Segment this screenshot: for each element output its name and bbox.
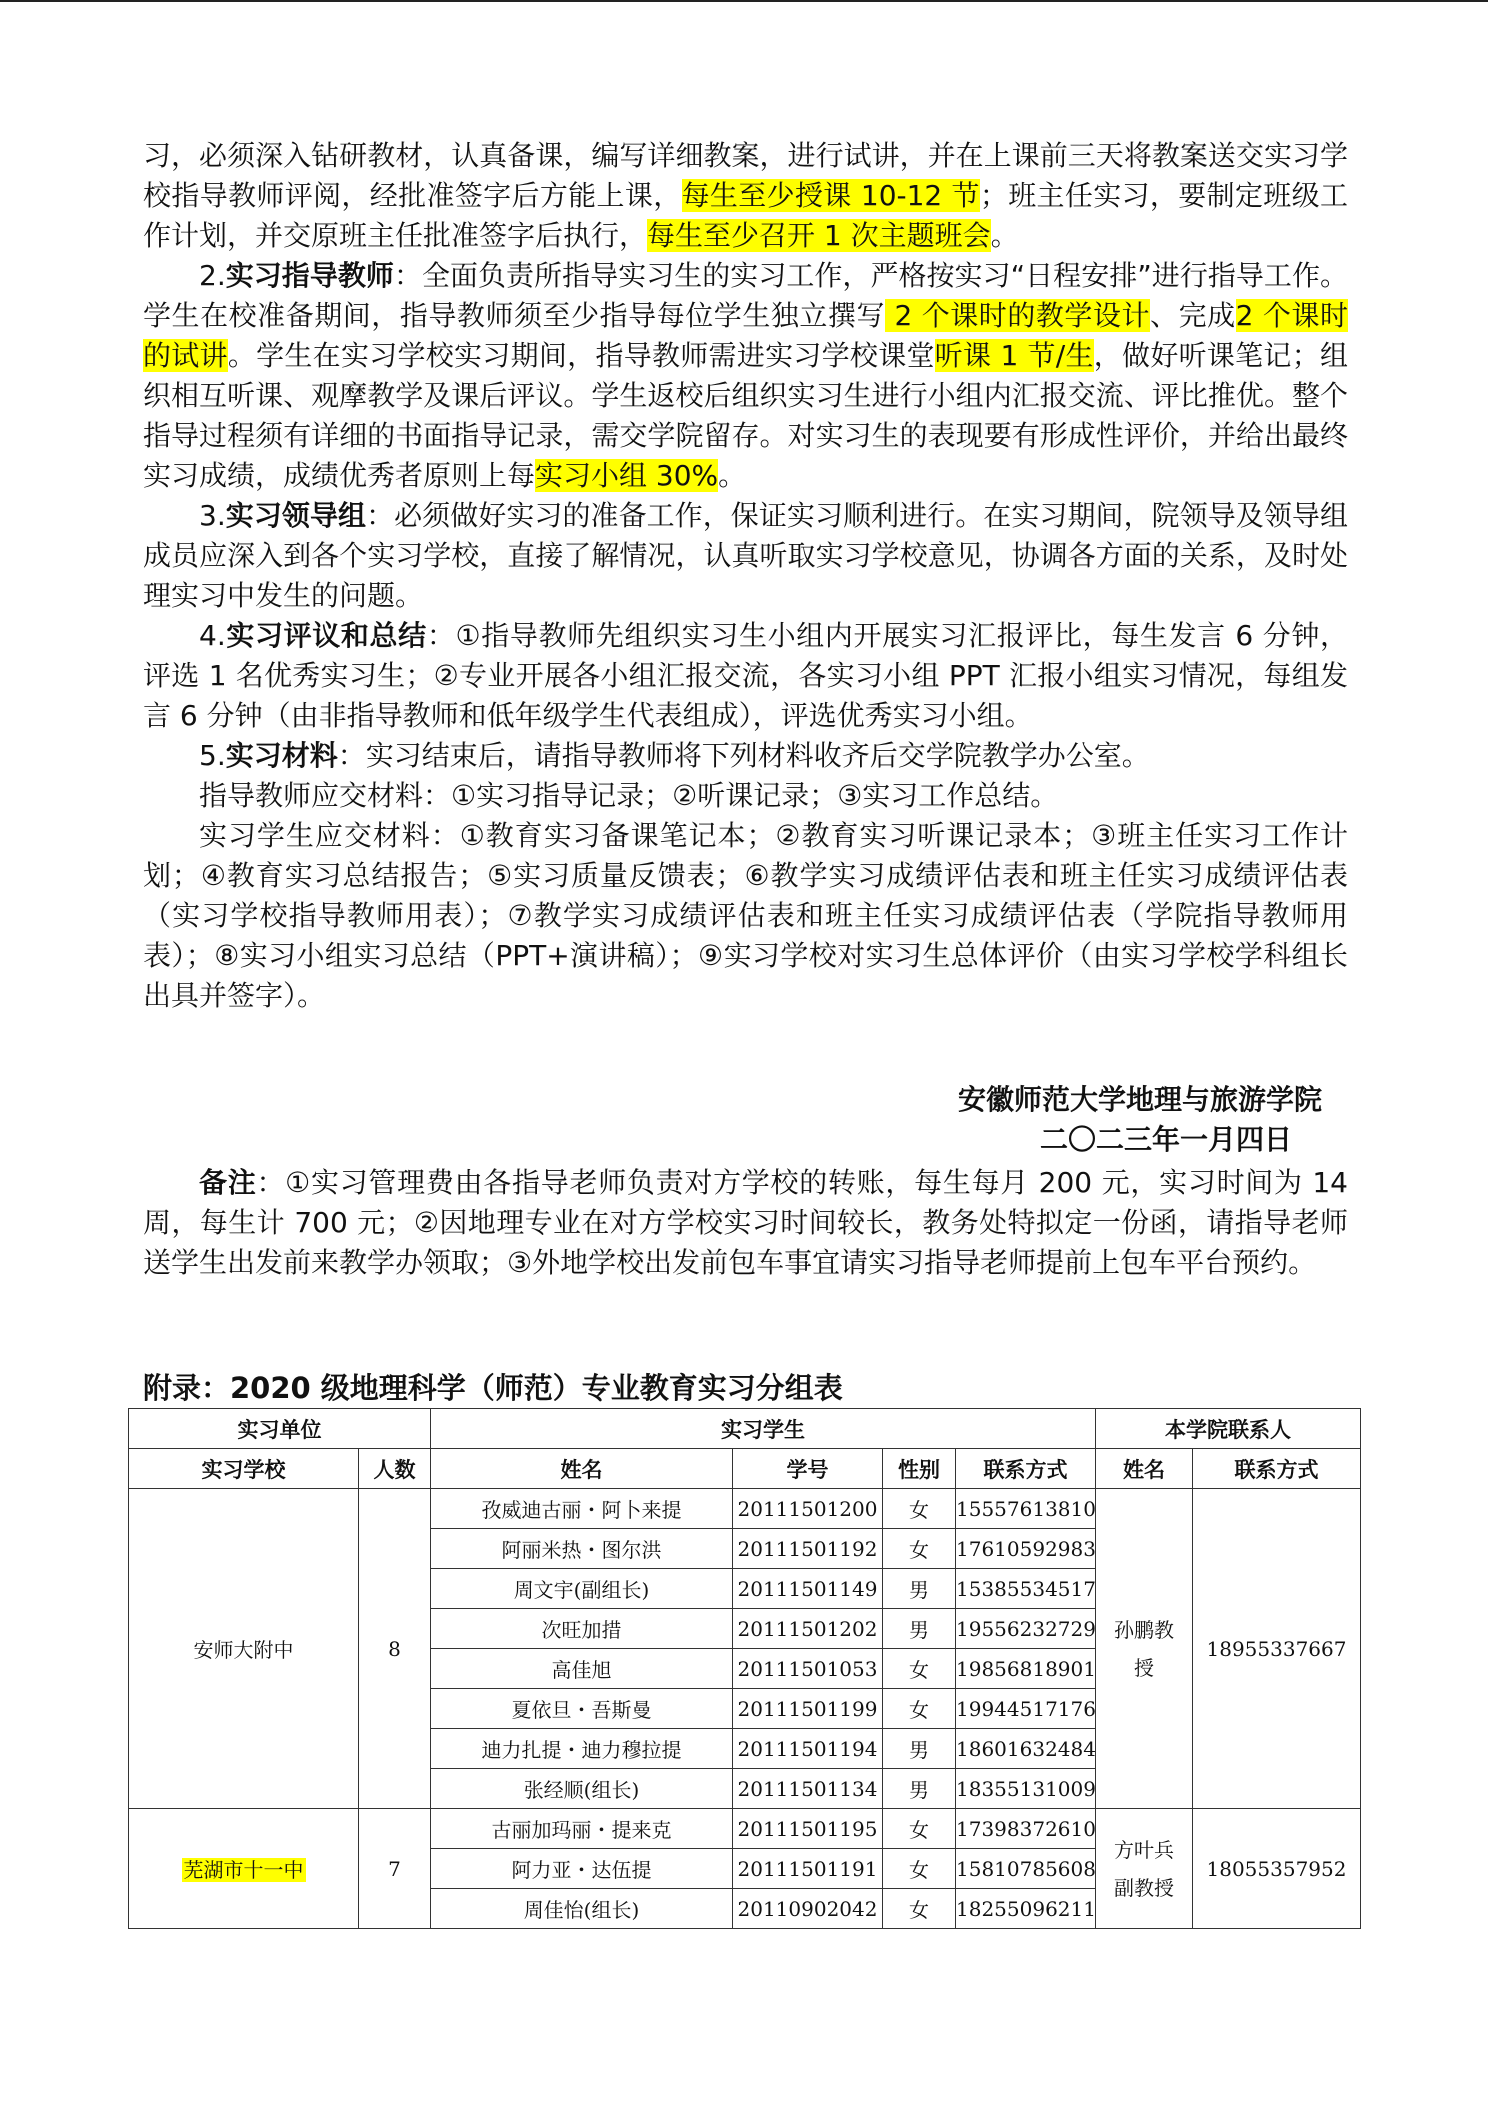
header-student-name: 姓名 [431, 1449, 733, 1489]
paragraph-number: 5. [199, 739, 226, 772]
gender-cell: 女 [883, 1489, 956, 1529]
paragraph-text: 。 [718, 459, 747, 492]
paragraph-text: ：实习结束后，请指导教师将下列材料收齐后交学院教学办公室。 [337, 739, 1150, 772]
gender-cell: 女 [883, 1689, 956, 1729]
phone-cell: 19944517176 [956, 1689, 1096, 1729]
student-id-cell: 20111501134 [733, 1769, 883, 1809]
group-header-students: 实习学生 [431, 1409, 1096, 1449]
paragraph-heading: 实习材料 [225, 739, 338, 772]
header-count: 人数 [359, 1449, 431, 1489]
header-school: 实习学校 [129, 1449, 359, 1489]
contact-phone-cell: 18055357952 [1193, 1809, 1361, 1929]
gender-cell: 男 [883, 1609, 956, 1649]
paragraph-3 [143, 496, 1348, 616]
gender-cell: 男 [883, 1569, 956, 1609]
document-body [143, 136, 1348, 1016]
student-name-cell: 古丽加玛丽・提来克 [431, 1809, 733, 1849]
header-gender: 性别 [883, 1449, 956, 1489]
paragraph-4 [143, 616, 1348, 736]
paragraph-number: 2. [199, 259, 226, 292]
paragraph-heading: 实习领导组 [225, 499, 367, 532]
gender-cell: 女 [883, 1649, 956, 1689]
student-id-cell: 20111501053 [733, 1649, 883, 1689]
contact-name-text: 方叶兵副教授 [1114, 1837, 1174, 1900]
student-id-cell: 20111501200 [733, 1489, 883, 1529]
note-paragraph [143, 1163, 1348, 1283]
student-name-cell: 阿丽米热・图尔洪 [431, 1529, 733, 1569]
phone-cell: 17610592983 [956, 1529, 1096, 1569]
appendix-title: 附录：2020 级地理科学（师范）专业教育实习分组表 [143, 1371, 843, 1405]
count-cell: 8 [359, 1489, 431, 1809]
paragraph-text: 、完成 [1150, 299, 1236, 332]
highlighted-text: 2 个课时的教学设计 [885, 299, 1151, 332]
student-name-cell: 周文宇(副组长) [431, 1569, 733, 1609]
phone-cell: 17398372610 [956, 1809, 1096, 1849]
student-name-cell: 高佳旭 [431, 1649, 733, 1689]
internship-group-table [128, 1408, 1361, 1929]
table-header-row [129, 1449, 1361, 1489]
signature-date: 二〇二三年一月四日 [1040, 1123, 1293, 1156]
contact-name-cell [1096, 1809, 1193, 1929]
paragraph-6: 指导教师应交材料：①实习指导记录；②听课记录；③实习工作总结。 [199, 779, 1059, 812]
paragraph-7: 实习学生应交材料：①教育实习备课笔记本；②教育实习听课记录本；③班主任实习工作计划；④教育实习总结报告；⑤实习质量反馈表；⑥教学实习成绩评估表和班主任实习成绩评估表（实习学校指导教师用表）；⑦教学实习成绩评估表和班主任实习成绩评估表（学院指导教师用表）；⑧实习小组实习总结（PPT+演讲稿）；⑨实习学校对实习生总体评价（由实习学校学科组长出具并签字）。 [143, 819, 1348, 1012]
highlighted-text: 每生至少授课 10-12 节 [681, 179, 980, 212]
contact-phone-cell: 18955337667 [1193, 1489, 1361, 1809]
phone-cell: 19556232729 [956, 1609, 1096, 1649]
note-section [143, 1163, 1348, 1283]
student-name-cell: 周佳怡(组长) [431, 1889, 733, 1929]
phone-cell: 15810785608 [956, 1849, 1096, 1889]
header-student-id: 学号 [733, 1449, 883, 1489]
student-id-cell: 20111501191 [733, 1849, 883, 1889]
student-id-cell: 20111501199 [733, 1689, 883, 1729]
count-cell: 7 [359, 1809, 431, 1929]
paragraph-text: 习，必须深入钻研教材，认真备课，编写详细教案，进行试讲，并在上课前三天将教案送交实习学校指导教师评阅，经批准签字后方能上课， [143, 139, 1348, 212]
header-student-phone: 联系方式 [956, 1449, 1096, 1489]
paragraph-text: ：必须做好实习的准备工作，保证实习顺利进行。在实习期间，院领导及领导组成员应深入到各个实习学校，直接了解情况，认真听取实习学校意见，协调各方面的关系，及时处理实习中发生的问题。 [143, 499, 1348, 612]
student-name-cell: 夏依旦・吾斯曼 [431, 1689, 733, 1729]
note-label: 备注 [199, 1166, 257, 1199]
highlighted-text: 每生至少召开 1 次主题班会 [647, 219, 991, 252]
paragraph-1 [143, 136, 1348, 256]
phone-cell: 18255096211 [956, 1889, 1096, 1929]
student-name-cell: 次旺加措 [431, 1609, 733, 1649]
student-id-cell: 20111501195 [733, 1809, 883, 1849]
paragraph-heading: 实习指导教师 [225, 259, 394, 292]
table-row [129, 1809, 1361, 1849]
phone-cell: 18355131009 [956, 1769, 1096, 1809]
paragraph-number: 4. [199, 619, 226, 652]
student-id-cell: 20111501192 [733, 1529, 883, 1569]
signature-organization: 安徽师范大学地理与旅游学院 [958, 1083, 1323, 1116]
paragraph-text: 。学生在实习学校实习期间，指导教师需进实习学校课堂 [227, 339, 935, 372]
phone-cell: 15557613810 [956, 1489, 1096, 1529]
student-name-cell: 张经顺(组长) [431, 1769, 733, 1809]
school-cell: 安师大附中 [129, 1489, 359, 1809]
paragraph-heading: 实习评议和总结 [225, 619, 427, 652]
student-name-cell: 迪力扎提・迪力穆拉提 [431, 1729, 733, 1769]
header-contact-name: 姓名 [1096, 1449, 1193, 1489]
gender-cell: 女 [883, 1889, 956, 1929]
paragraph-text: ；班主任实习，要制定班级工作计划，并交原班主任批准签字后执行， [143, 179, 1348, 252]
paragraph-5 [143, 736, 1348, 776]
paragraph-2 [143, 256, 1348, 496]
highlighted-text: 实习小组 30% [535, 459, 719, 492]
group-header-contact: 本学院联系人 [1096, 1409, 1361, 1449]
student-name-cell: 孜威迪古丽・阿卜来提 [431, 1489, 733, 1529]
contact-name-cell [1096, 1489, 1193, 1809]
group-header-unit: 实习单位 [129, 1409, 431, 1449]
phone-cell: 19856818901 [956, 1649, 1096, 1689]
gender-cell: 女 [883, 1849, 956, 1889]
school-name-highlighted: 芜湖市十一中 [183, 1858, 304, 1882]
student-id-cell: 20111501202 [733, 1609, 883, 1649]
phone-cell: 18601632484 [956, 1729, 1096, 1769]
contact-name-text: 孙鹏教授 [1114, 1617, 1174, 1680]
gender-cell: 女 [883, 1529, 956, 1569]
paragraph-text: ：①指导教师先组织实习生小组内开展实习汇报评比，每生发言 6 分钟，评选 1 名优秀实习生；②专业开展各小组汇报交流，各实习小组 PPT 汇报小组实习情况，每组发言 6 分钟（由非指导教师和低年级学生代表组成），评选优秀实习小组。 [143, 619, 1348, 732]
student-id-cell: 20111501149 [733, 1569, 883, 1609]
paragraph-number: 3. [199, 499, 226, 532]
header-contact-phone: 联系方式 [1193, 1449, 1361, 1489]
table-group-header-row [129, 1409, 1361, 1449]
school-cell [129, 1809, 359, 1929]
note-text: ：①实习管理费由各指导老师负责对方学校的转账，每生每月 200 元，实习时间为 14 周，每生计 700 元；②因地理专业在对方学校实习时间较长，教务处特拟定一份函，请指导老师送学生出发前来教学办领取；③外地学校出发前包车事宜请实习指导老师提前上包车平台预约。 [143, 1166, 1348, 1279]
paragraph-text: ，做好听课笔记；组织相互听课、观摩教学及课后评议。学生返校后组织实习生进行小组内汇报交流、评比推优。整个指导过程须有详细的书面指导记录，需交学院留存。对实习生的表现要有形成性评价，并给出最终实习成绩，成绩优秀者原则上每 [143, 339, 1348, 492]
highlighted-text: 2 个课时的试讲 [143, 299, 1348, 372]
gender-cell: 男 [883, 1729, 956, 1769]
phone-cell: 15385534517 [956, 1569, 1096, 1609]
paragraph-text: 。 [990, 219, 1019, 252]
gender-cell: 男 [883, 1769, 956, 1809]
paragraph-text: ：全面负责所指导实习生的实习工作，严格按实习“日程安排”进行指导工作。学生在校准备期间，指导教师须至少指导每位学生独立撰写 [143, 259, 1348, 332]
student-name-cell: 阿力亚・达伍提 [431, 1849, 733, 1889]
top-border-line [0, 0, 1488, 2]
student-id-cell: 20110902042 [733, 1889, 883, 1929]
gender-cell: 女 [883, 1809, 956, 1849]
table-row [129, 1489, 1361, 1529]
highlighted-text: 听课 1 节/生 [934, 339, 1094, 372]
student-id-cell: 20111501194 [733, 1729, 883, 1769]
